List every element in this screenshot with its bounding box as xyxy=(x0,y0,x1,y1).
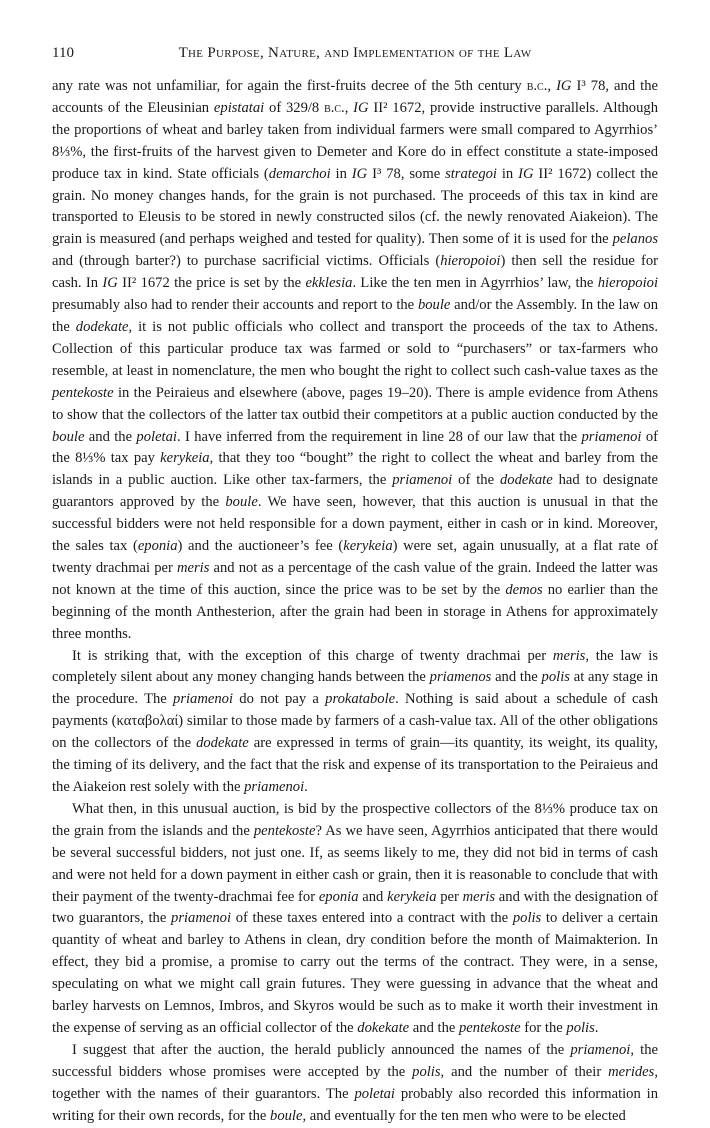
text-run: , xyxy=(547,78,557,94)
italic-term: dodekate xyxy=(500,472,553,489)
text-run: of the xyxy=(452,472,500,489)
text-run: had to designate guarantors approved by the xyxy=(52,472,658,511)
text-run: I³ 78, some xyxy=(367,165,446,182)
text-run: , the law is completely silent about any money changing hands between the xyxy=(52,647,658,686)
text-run: ) were set, again unusually, at a flat rate of twenty drachmai per xyxy=(52,538,658,576)
text-run: ? As we have seen, Agyrrhios anticipated that there would be several successful bidders, not just one. If, as seems likely to me, they did not bid in terms of cash and were not held for a down payment in either cash or grain, then it is reasonable to conclude that with their payment of the twenty-drachmai fee for xyxy=(52,822,658,905)
italic-term: priamenoi xyxy=(173,691,234,708)
text-run: . I have inferred from the requirement in line 28 of our law that the xyxy=(176,428,582,445)
italic-term: pentekoste xyxy=(52,384,114,401)
italic-term: dodekate xyxy=(75,318,129,335)
italic-term: IG xyxy=(353,99,369,116)
italic-term: priamenoi xyxy=(171,910,232,927)
italic-term: demos xyxy=(505,581,543,598)
italic-term: hieropoioi xyxy=(597,275,658,292)
text-run: . xyxy=(304,779,308,795)
running-title: The Purpose, Nature, and Implementation of the Law xyxy=(178,45,532,61)
text-run: for the xyxy=(520,1019,567,1036)
text-run: II² 1672, provide instructive parallels. Although the proportions of wheat and barley taken from individual farmers were small compared to Agyrrhios’ 8⅓%, the first-fruits of the harvest given to Demeter and Kore do in effect constitute a state-imposed produce tax in kind. State officials ( xyxy=(52,99,658,182)
paragraph xyxy=(52,799,658,1040)
italic-term: boule xyxy=(225,494,258,511)
text-run: and the xyxy=(491,669,542,686)
paragraph xyxy=(52,646,658,799)
text-run: , the successful bidders whose promises were accepted by the xyxy=(52,1041,658,1080)
text-run: II² 1672 the price is set by the xyxy=(117,275,306,292)
small-caps-text: b.c. xyxy=(324,99,345,116)
italic-term: prokatabole xyxy=(325,691,396,708)
italic-term: eponia xyxy=(318,888,359,905)
italic-term: hieropoioi xyxy=(440,253,501,270)
text-run: , that they too “bought” the right to collect the wheat and barley from the islands in a public auction. Like other tax-farmers, the xyxy=(52,450,658,489)
italic-term: dodekate xyxy=(196,735,249,752)
text-run: and (through barter?) to purchase sacrificial victims. Officials ( xyxy=(52,253,441,270)
text-run: do not pay a xyxy=(233,691,326,708)
text-run: , together with the names of their guarantors. The xyxy=(52,1063,658,1102)
italic-term: IG xyxy=(351,165,368,182)
running-head xyxy=(52,44,658,62)
italic-term: boule xyxy=(270,1107,303,1124)
italic-term: kerykeia xyxy=(343,538,393,555)
italic-term: IG xyxy=(102,275,118,292)
text-run: , xyxy=(344,99,354,116)
text-run: of these taxes entered into a contract with the xyxy=(231,910,513,927)
italic-term: pelanos xyxy=(612,231,658,248)
text-run: in xyxy=(496,165,519,182)
paragraph xyxy=(52,76,658,646)
text-run: ) then sell the residue for cash. In xyxy=(52,253,658,292)
text-run: to deliver a certain quantity of wheat and barley to Athens in clean, dry condition before the month of Maimakterion. In effect, they bid a promise, a promise to carry out the terms of the contract. They were, in a sense, speculating on what we might call grain futures. They were guessing in advance that the wheat and barley harvests on Lemnos, Imbros, and Skyros would be such as to make it worth their investment in the expense of serving as an official collector of the xyxy=(52,910,658,1036)
text-run: and with the designation of two guarantors, the xyxy=(52,888,659,927)
text-run: per xyxy=(436,888,463,905)
italic-term: eponia xyxy=(137,538,178,555)
text-run: II² 1672) collect the grain. No money changes hands, for the grain is not purchased. The proceeds of this tax in kind are transported to Eleusis to be stored in newly constructed silos (cf. the newly renovated Aiakeion). The grain is measured (and perhaps weighed and tested for quality). Then some of it is used for the xyxy=(52,165,658,248)
italic-term: ekklesia xyxy=(305,275,353,292)
text-run: in the Peiraieus and elsewhere (above, pages 19–20). There is ample evidence from Athens to show that the collectors of the latter tax outbid their competitors at a public auction conducted by the xyxy=(52,384,658,423)
italic-term: pentekoste xyxy=(253,822,316,839)
italic-term: poletai xyxy=(136,428,177,445)
text-run: What then, in this unusual auction, is bid by the prospective collectors of the 8⅓% produce tax on the grain from the islands and the xyxy=(52,800,658,839)
italic-term: merides xyxy=(608,1063,655,1080)
italic-term: poletai xyxy=(354,1085,395,1102)
italic-term: meris xyxy=(552,647,586,664)
text-run: I³ 78, and the accounts of the Eleusinian xyxy=(52,78,658,116)
italic-term: boule xyxy=(417,297,451,314)
text-run: . We have seen, however, that this auction is unusual in that the successful bidders were not held responsible for a down payment, either in cash or in kind. Moreover, the sales tax ( xyxy=(52,494,658,555)
text-run: any rate was not unfamiliar, for again the first-fruits decree of the 5th century xyxy=(52,78,527,94)
italic-term: polis xyxy=(566,1019,595,1036)
italic-term: strategoi xyxy=(445,165,497,182)
text-run: ) and the auctioneer’s fee ( xyxy=(177,538,344,555)
text-run: at any stage in the procedure. The xyxy=(52,669,658,708)
text-run: and xyxy=(358,888,388,905)
text-run: , and eventually for the ten men who were to be elected xyxy=(302,1107,626,1124)
italic-term: demarchoi xyxy=(268,165,331,182)
text-run: I suggest that after the auction, the herald publicly announced the names of the xyxy=(72,1041,571,1058)
paragraph xyxy=(52,1040,658,1128)
body-text xyxy=(52,76,658,1128)
text-run: and not as a percentage of the cash value of the grain. Indeed the latter was not known at the time of this auction, since the price was to be set by the xyxy=(52,559,658,598)
text-run: It is striking that, with the exception of this charge of twenty drachmai per xyxy=(72,647,553,664)
italic-term: IG xyxy=(518,165,534,182)
italic-term: meris xyxy=(176,559,210,576)
text-run: and the xyxy=(409,1019,459,1036)
text-run: in xyxy=(330,165,352,182)
text-run: and/or the Assembly. In the law on the xyxy=(52,297,658,335)
page-number: 110 xyxy=(52,45,74,61)
text-run: probably also recorded this information in writing for their own records, for the xyxy=(52,1085,658,1124)
italic-term: priamenoi xyxy=(392,472,453,489)
italic-term: polis xyxy=(541,669,570,686)
text-run: are expressed in terms of grain—its quantity, its weight, its quality, the timing of its delivery, and the fact that the risk and expense of its transportation to the Peiraieus and the Aiakeion rest solely with the xyxy=(52,735,658,795)
text-run: . Nothing is said about a schedule of cash payments (καταβολαί) similar to those made by farmers of a cash-value tax. All of the other obligations on the collectors of the xyxy=(52,691,658,752)
italic-term: priamenos xyxy=(429,669,492,686)
italic-term: kerykeia xyxy=(160,450,210,467)
text-run: no earlier than the beginning of the month Anthesterion, after the grain had been in storage in Athens for approximately three months. xyxy=(52,581,658,642)
text-run: presumably also had to render their accounts and report to the xyxy=(52,297,418,314)
italic-term: dokekate xyxy=(357,1019,410,1036)
text-run: and the xyxy=(84,428,137,445)
italic-term: IG xyxy=(556,78,572,94)
text-run: , and the number of their xyxy=(440,1063,609,1080)
text-run: , it is not public officials who collect and transport the proceeds of the tax to Athens. Collection of this particular produce tax was farmed or sold to “purchasers” or tax-farmers who resemble, at least in nomenclature, the men who bought the right to collect such cash-value taxes as the xyxy=(52,318,659,379)
italic-term: priamenoi xyxy=(570,1041,631,1058)
italic-term: epistatai xyxy=(213,99,265,116)
italic-term: boule xyxy=(52,428,85,445)
italic-term: polis xyxy=(512,910,542,927)
italic-term: priamenoi xyxy=(581,428,642,445)
text-run: . xyxy=(594,1019,599,1036)
italic-term: kerykeia xyxy=(387,888,437,905)
italic-term: polis xyxy=(412,1063,441,1080)
text-run: . Like the ten men in Agyrrhios’ law, the xyxy=(352,275,598,292)
italic-term: priamenoi xyxy=(244,779,305,795)
small-caps-text: b.c. xyxy=(526,78,548,94)
text-run: of the 8⅓% tax pay xyxy=(52,428,658,467)
italic-term: meris xyxy=(462,888,496,905)
italic-term: pentekoste xyxy=(459,1019,521,1036)
text-run: of 329/8 xyxy=(264,99,325,116)
